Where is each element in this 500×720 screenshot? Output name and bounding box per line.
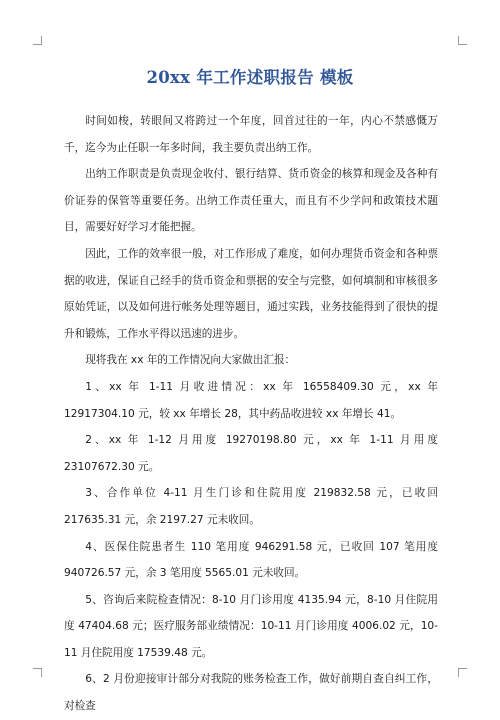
paragraph-item-1: 1、xx 年 1-11 月收进情况：xx 年 16558409.30 元，xx 年 12917304.10 元，较 xx 年增长 28，其中药品收进较 xx 年增长 41。 (64, 380, 438, 420)
crop-mark-top-right (458, 36, 467, 45)
paragraph-intro: 时间如梭，转眼间又将跨过一个年度，回首过往的一年，内心不禁感慨万千，迄今为止任职一年多时间，我主要负责出纳工作。 (64, 115, 438, 154)
paragraph-item-6: 6、2 月份迎接审计部分对我院的账务检查工作，做好前期自查自纠工作，对检查 (64, 673, 438, 713)
document-title: 20xx 年工作述职报告 模板 (146, 68, 354, 87)
crop-mark-top-left (33, 36, 42, 45)
document-body (64, 108, 438, 720)
crop-mark-bottom-left (33, 668, 42, 677)
paragraph-item-3: 3、合作单位 4-11 月生门诊和住院用度 219832.58 元，已收回 217635.31 元，余 2197.27 元未收回。 (64, 487, 438, 526)
paragraph-item-2: 2、xx 年 1-12 月用度 19270198.80 元，xx 年 1-11 月用度 23107672.30 元。 (64, 434, 438, 473)
paragraph-efficiency: 因此，工作的效率很一般，对工作形成了难度，如何办理货币资金和各种票据的收进，保证自己经手的货币资金和票据的安全与完整，如何填制和审核很多原始凭证，以及如何进行帐务处理等题目，通过实践，业务技能得到了很快的提升和锻炼，工作水平得以迅速的进步。 (64, 247, 438, 340)
crop-mark-bottom-right (458, 668, 467, 677)
paragraph-duties: 出纳工作职责是负责现金收付、银行结算、货币资金的核算和现金及各种有价证券的保管等重要任务。出纳工作责任重大，而且有不少学问和政策技术题目，需要好好学习才能把握。 (64, 168, 438, 234)
paragraph-report-lead: 现将我在 xx 年的工作情况向大家做出汇报： (85, 354, 296, 367)
paragraph-item-5: 5、咨询后来院检查情况：8-10 月门诊用度 4135.94 元，8-10 月住院用度 47404.68 元；医疗服务部业绩情况：10-11 月门诊用度 4006.02 元，10-11 月住院用度 17539.48 元。 (64, 593, 438, 659)
paragraph-item-4: 4、医保住院患者生 110 笔用度 946291.58 元，已收回 107 笔用度 940726.57 元，余 3 笔用度 5565.01 元未收回。 (64, 540, 438, 580)
